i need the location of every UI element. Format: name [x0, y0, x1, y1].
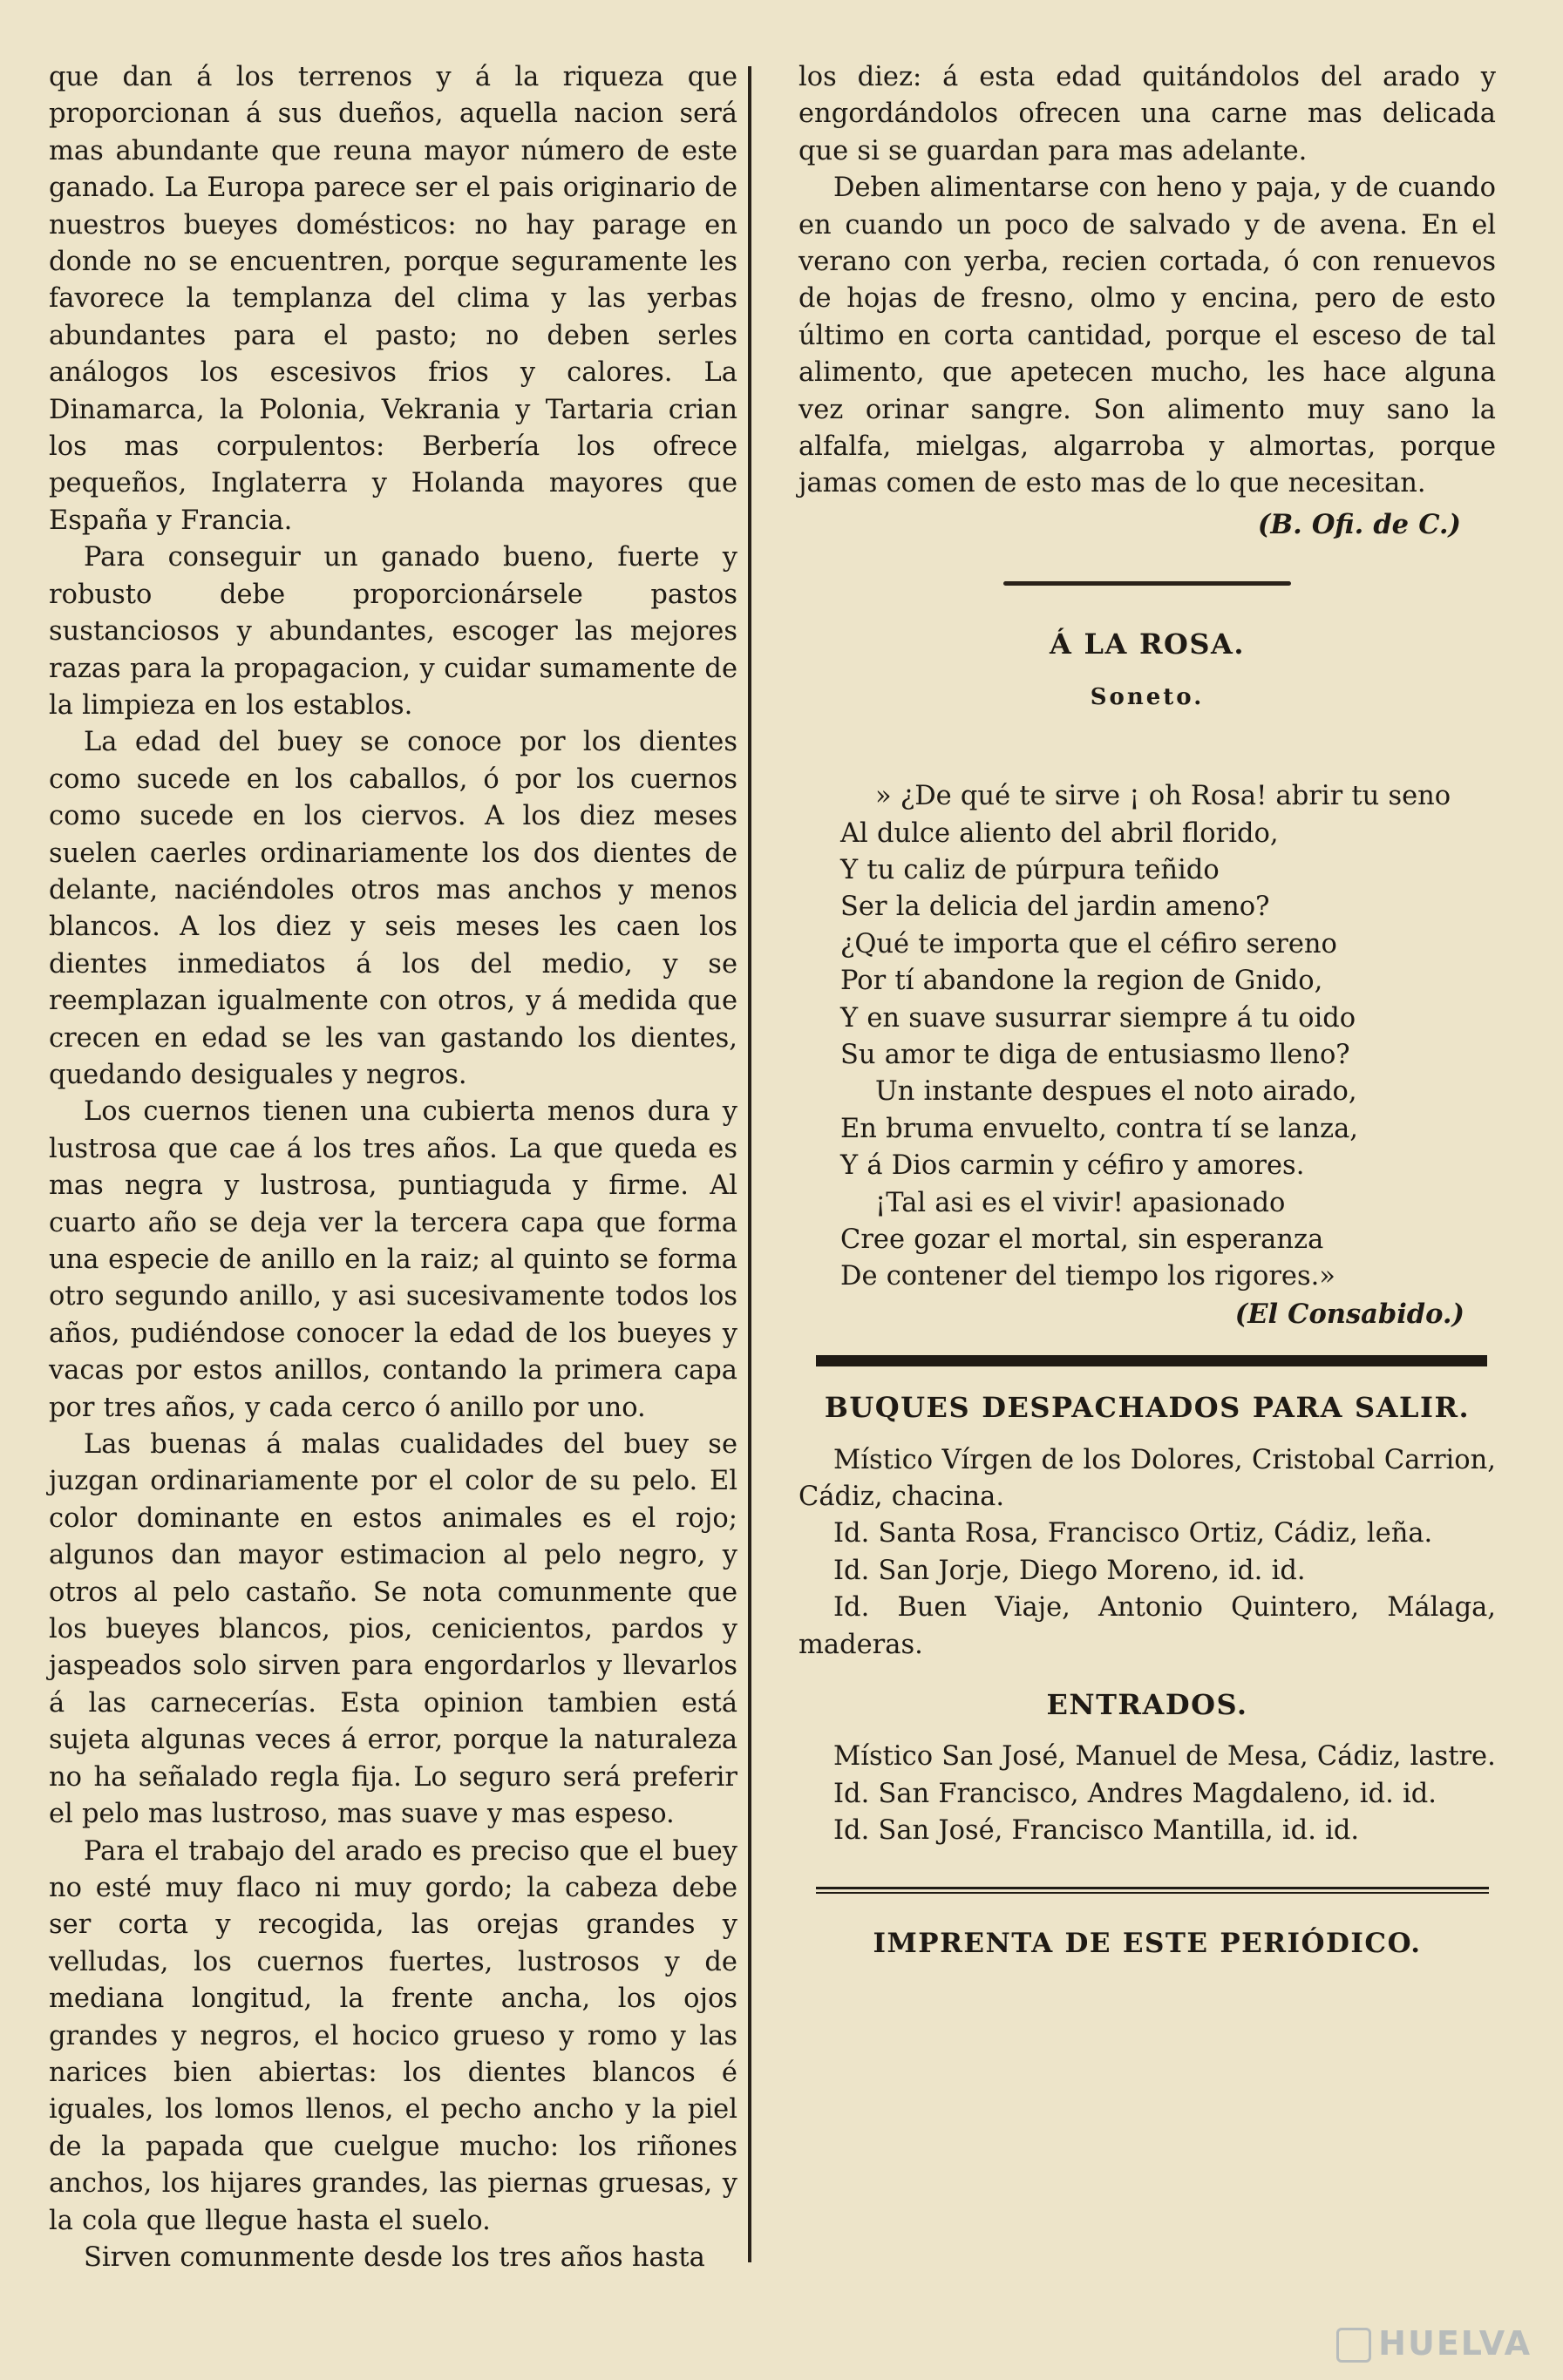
paragraph: Para conseguir un ganado bueno, fuerte y robusto debe proporcionársele pastos sustanciosos y abundantes, escoger las mejores razas para la propagacion, y cuidar sumamente de la limpieza en los establos.: [49, 542, 737, 721]
poem-line: Un instante despues el noto airado,: [875, 1076, 1357, 1108]
left-column: [49, 59, 737, 2276]
watermark-text: HUELVA: [1378, 2323, 1532, 2363]
seal-icon: [1336, 2328, 1371, 2363]
poem: [840, 778, 1496, 1332]
paragraph: Sirven comunmente desde los tres años hasta: [84, 2241, 705, 2273]
ship-entry: Id. San Jorje, Diego Moreno, id. id.: [833, 1555, 1306, 1586]
poem-line: ¡Tal asi es el vivir! apasionado: [875, 1187, 1286, 1218]
poem-line: » ¿De qué te sirve ¡ oh Rosa! abrir tu seno: [875, 781, 1451, 812]
poem-line: Al dulce aliento del abril florido,: [840, 817, 1279, 849]
departures-title: BUQUES DESPACHADOS PARA SALIR.: [824, 1391, 1471, 1425]
section-rule: [1003, 581, 1291, 586]
paragraph: Deben alimentarse con heno y paja, y de cuando en cuando un poco de salvado y de avena. En el verano con yerba, recien cortada, ó con renuevos de hojas de fresno, olmo y encina, pero de esto último en corta cantidad, porque el esceso de tal alimento, que apetecen mucho, les hace alguna vez orinar sangre. Son alimento muy sano la alfalfa, mielgas, algarroba y almortas, porque jamas comen de esto mas de lo que necesitan.: [798, 173, 1496, 499]
ship-entry: Místico San José, Manuel de Mesa, Cádiz, lastre.: [833, 1741, 1496, 1773]
paragraph: Las buenas á malas cualidades del buey se juzgan ordinariamente por el color de su pelo. El color dominante en estos animales es el rojo; algunos dan mayor estimacion al pelo negro, y otros al pelo castaño. Se nota comunmente que los bueyes blancos, pios, cenicientos, pardos y jaspeados solo sirven para engordarlos y llevarlos á las carnecerías. Esta opinion tambien está sujeta algunas veces á error, porque la naturaleza no ha señalado regla fija. Lo seguro será preferir el pelo mas lustroso, mas suave y mas espeso.: [49, 1429, 737, 1830]
paragraph: los diez: á esta edad quitándolos del arado y engordándolos ofrecen una carne mas delicada que si se guardan para mas adelante.: [798, 62, 1496, 166]
watermark: [1336, 2324, 1532, 2363]
ship-entry: Id. Santa Rosa, Francisco Ortiz, Cádiz, leña.: [833, 1518, 1433, 1549]
ship-entry: Místico Vírgen de los Dolores, Cristobal Carrion, Cádiz, chacina.: [798, 1444, 1496, 1512]
paragraph: Los cuernos tienen una cubierta menos dura y lustrosa que cae á los tres años. La que queda es mas negra y lustrosa, puntiaguda y firme. Al cuarto año se deja ver la tercera capa que forma una especie de anillo en la raiz; al quinto se forma otro segundo anillo, y asi sucesivamente todos los años, pudiéndose conocer la edad de los bueyes y vacas por estos anillos, contando la primera capa por tres años, y cada cerco ó anillo por uno.: [49, 1096, 737, 1423]
article-signature: (B. Ofi. de C.): [1257, 508, 1461, 540]
poem-line: Su amor te diga de entusiasmo lleno?: [840, 1039, 1350, 1070]
poem-subtitle: Soneto.: [1090, 683, 1205, 710]
ship-entry: Id. Buen Viaje, Antonio Quintero, Málaga, maderas.: [798, 1592, 1496, 1660]
poem-line: Cree gozar el mortal, sin esperanza: [840, 1224, 1324, 1255]
poem-line: Y tu caliz de púrpura teñido: [840, 854, 1220, 885]
poem-signature: (El Consabido.): [1234, 1298, 1464, 1330]
poem-line: Y en suave susurrar siempre á tu oido: [840, 1002, 1356, 1034]
arrivals-title: ENTRADOS.: [1046, 1688, 1248, 1722]
poem-line: Por tí abandone la region de Gnido,: [840, 966, 1323, 997]
poem-line: ¿Qué te importa que el céfiro sereno: [840, 928, 1337, 959]
poem-line: En bruma envuelto, contra tí se lanza,: [840, 1113, 1358, 1144]
right-column: [798, 59, 1496, 1962]
section-rule: [816, 1355, 1487, 1366]
poem-line: Ser la delicia del jardin ameno?: [840, 892, 1270, 923]
poem-line: Y á Dios carmin y céfiro y amores.: [840, 1150, 1305, 1182]
imprint: IMPRENTA DE ESTE PERIÓDICO.: [873, 1927, 1422, 1959]
poem-line: De contener del tiempo los rigores.»: [840, 1261, 1335, 1292]
column-divider: [748, 66, 751, 2262]
poem-title: Á LA ROSA.: [1050, 627, 1245, 661]
paragraph: Para el trabajo del arado es preciso que el buey no esté muy flaco ni muy gordo; la cabeza debe ser corta y recogida, las orejas grandes y velludas, los cuernos fuertes, lustrosos y de mediana longitud, la frente ancha, los ojos grandes y negros, el hocico grueso y romo y las narices bien abiertas: los dientes blancos é iguales, los lomos llenos, el pecho ancho y la piel de la papada que cuelgue mucho: los riñones anchos, los hijares grandes, las piernas gruesas, y la cola que llegue hasta el suelo.: [49, 1835, 737, 2236]
footer-rule: [816, 1887, 1489, 1894]
ship-entry: Id. San Francisco, Andres Magdaleno, id. id.: [833, 1778, 1437, 1809]
ship-entry: Id. San José, Francisco Mantilla, id. id.: [833, 1815, 1360, 1847]
paragraph: La edad del buey se conoce por los dientes como sucede en los caballos, ó por los cuernos como sucede en los ciervos. A los diez meses suelen caerles ordinariamente los dos dientes de delante, naciéndoles otros mas anchos y menos blancos. A los diez y seis meses les caen los dientes inmediatos á los del medio, y se reemplazan igualmente con otros, y á medida que crecen en edad se les van gastando los dientes, quedando desiguales y negros.: [49, 727, 737, 1090]
paragraph: que dan á los terrenos y á la riqueza que proporcionan á sus dueños, aquella nacion será mas abundante que reuna mayor número de este ganado. La Europa parece ser el pais originario de nuestros bueyes domésticos: no hay parage en donde no se encuentren, porque seguramente les favorece la templanza del clima y las yerbas abundantes para el pasto; no deben serles análogos los escesivos frios y calores. La Dinamarca, la Polonia, Vekrania y Tartaria crian los mas corpulentos: Berbería los ofrece pequeños, Inglaterra y Holanda mayores que España y Francia.: [49, 62, 737, 536]
